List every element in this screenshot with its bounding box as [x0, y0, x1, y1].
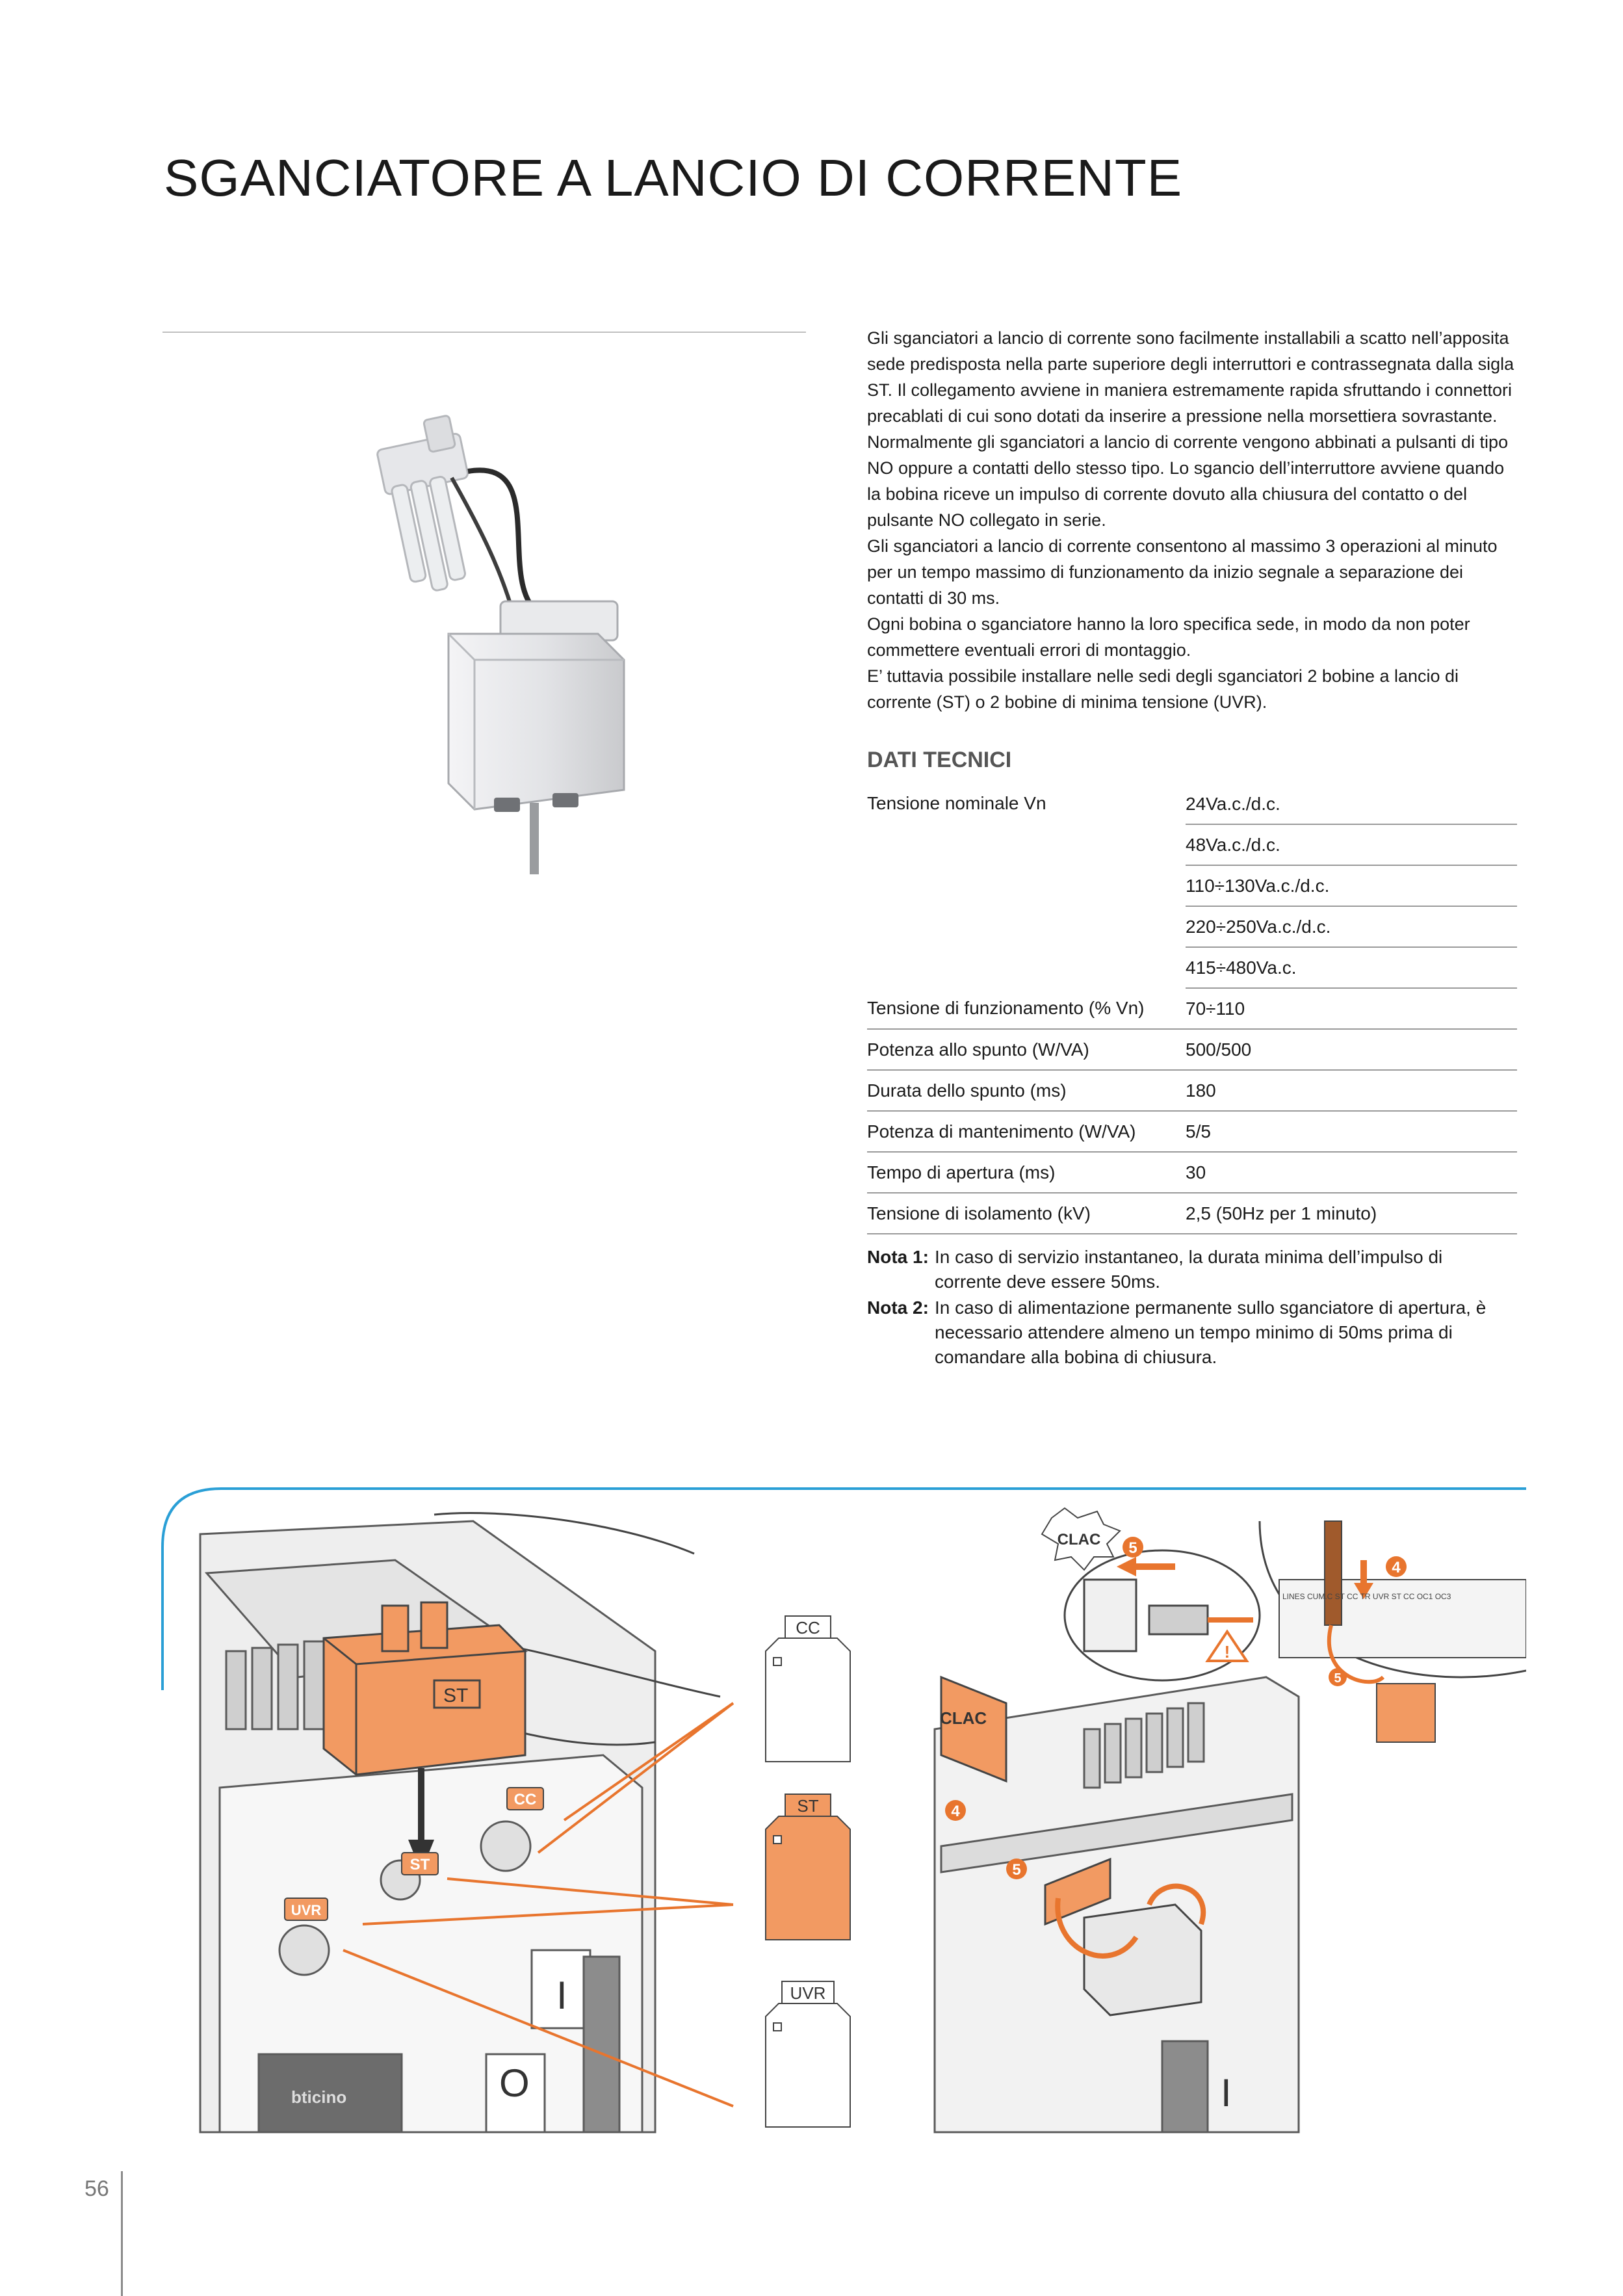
- intro-paragraph: Normalmente gli sganciatori a lancio di corrente vengono abbinati a pulsanti di tipo NO oppure a contatti dello stesso tipo. Lo sgancio dell’interruttore avviene quando la bobina riceve un impulso di corrente dovuto alla chiusura del contatto o del pulsante NO collegato in serie.: [867, 432, 1509, 530]
- svg-text:5: 5: [1128, 1539, 1137, 1557]
- table-row: [867, 1070, 1517, 1111]
- intro-text: [867, 325, 1517, 715]
- spec-label: Tensione nominale Vn: [867, 793, 1046, 813]
- table-row: [867, 1193, 1517, 1234]
- spec-label: Tensione di funzionamento (% Vn): [867, 988, 1186, 1029]
- svg-text:!: !: [1224, 1642, 1230, 1662]
- spec-value: 220÷250Va.c./d.c.: [1186, 906, 1517, 947]
- slot-tag-uvr: [285, 1898, 328, 1920]
- svg-text:CC: CC: [513, 1791, 537, 1808]
- spec-label: Tensione di isolamento (kV): [867, 1193, 1186, 1234]
- spec-value: 415÷480Va.c.: [1186, 947, 1517, 988]
- note-text: In caso di servizio instantaneo, la durata minima dell’impulso di corrente deve essere 50ms.: [935, 1247, 1443, 1292]
- intro-paragraph: E’ tuttavia possibile installare nelle sedi degli sganciatori 2 bobine a lancio di corrente (ST) o 2 bobine di minima tensione (UVR).: [867, 666, 1459, 712]
- slot-card-st: [766, 1794, 850, 1940]
- intro-paragraph: Ogni bobina o sganciatore hanno la loro specifica sede, in modo da non poter commettere eventuali errori di montaggio.: [867, 614, 1470, 660]
- spec-value: 70÷110: [1186, 988, 1517, 1029]
- step-badge-5: [1123, 1537, 1143, 1558]
- spec-label: Potenza di mantenimento (W/VA): [867, 1111, 1186, 1152]
- spec-label: Potenza allo spunto (W/VA): [867, 1029, 1186, 1070]
- shunt-trip-photo: [338, 400, 663, 894]
- svg-text:4: 4: [1392, 1559, 1401, 1576]
- switch-mark-on: I: [556, 1974, 567, 2017]
- step-badge-4-lower: [945, 1800, 966, 1821]
- table-row: [867, 1111, 1517, 1152]
- svg-text:4: 4: [951, 1803, 960, 1820]
- spec-value: 110÷130Va.c./d.c.: [1186, 865, 1517, 906]
- page-number-bar: [121, 2171, 123, 2296]
- slot-tag-st: [402, 1853, 438, 1875]
- note-1: [867, 1245, 1504, 1294]
- svg-text:ST: ST: [409, 1856, 430, 1873]
- svg-text:5: 5: [1012, 1861, 1021, 1879]
- svg-text:UVR: UVR: [790, 1983, 826, 2003]
- table-row: [867, 1152, 1517, 1193]
- table-row: [867, 988, 1517, 1029]
- spec-value: 48Va.c./d.c.: [1186, 824, 1517, 865]
- spec-label: Tempo di apertura (ms): [867, 1152, 1186, 1193]
- top-divider: [162, 332, 806, 333]
- brand-logo: bticino: [291, 2087, 347, 2107]
- terminal-labels: LINES CUM.C ST CC TR UVR ST CC OC1 OC3: [1282, 1592, 1451, 1601]
- spec-value: 180: [1186, 1070, 1517, 1111]
- spec-label: Durata dello spunto (ms): [867, 1070, 1186, 1111]
- note-label: Nota 1:: [867, 1247, 929, 1267]
- note-label: Nota 2:: [867, 1298, 929, 1318]
- slot-card-cc: [766, 1616, 850, 1762]
- step-badge-4: [1386, 1556, 1407, 1577]
- spec-value: 5/5: [1186, 1111, 1517, 1152]
- table-row: [867, 784, 1517, 824]
- technical-data-table: [867, 784, 1517, 1234]
- svg-text:ST: ST: [443, 1685, 469, 1706]
- clac-detail: [1065, 1550, 1260, 1680]
- note-2: [867, 1296, 1504, 1370]
- notes: [867, 1245, 1504, 1371]
- step-badge-5-lower: [1006, 1859, 1027, 1879]
- svg-text:5: 5: [1334, 1671, 1342, 1686]
- page-title: SGANCIATORE A LANCIO DI CORRENTE: [164, 149, 1183, 207]
- technical-data-heading: DATI TECNICI: [867, 748, 1012, 772]
- installation-illustration: [161, 1482, 1526, 2171]
- clac-label-lower: CLAC: [940, 1708, 987, 1728]
- intro-paragraph: Gli sganciatori a lancio di corrente consentono al massimo 3 operazioni al minuto per un tempo massimo di funzionamento da inizio segnale a separazione dei contatti di 30 ms.: [867, 536, 1498, 608]
- svg-text:UVR: UVR: [291, 1902, 322, 1918]
- spec-value: 24Va.c./d.c.: [1186, 784, 1517, 824]
- svg-text:CC: CC: [796, 1618, 820, 1637]
- table-row: [867, 1029, 1517, 1070]
- switch-mark-off: O: [499, 2061, 530, 2105]
- clac-label: CLAC: [1057, 1531, 1101, 1548]
- intro-paragraph: Gli sganciatori a lancio di corrente sono facilmente installabili a scatto nell’apposita sede predisposta nella parte superiore degli interruttori e contrassegnata dalla sigla ST. Il collegamento avviene in maniera estremamente rapida sfruttando i connettori precablati di cui sono dotati da inserire a pressione nella morsettiera sovrastante.: [867, 328, 1514, 426]
- slot-tag-cc: [507, 1788, 543, 1810]
- page-number: 56: [84, 2176, 109, 2201]
- note-text: In caso di alimentazione permanente sullo sganciatore di apertura, è necessario attendere almeno un tempo minimo di 50ms prima di comandare alla bobina di chiusura.: [935, 1298, 1487, 1367]
- spec-value: 500/500: [1186, 1029, 1517, 1070]
- spec-value: 30: [1186, 1152, 1517, 1193]
- switch-mark-on-right: I: [1221, 2071, 1232, 2115]
- svg-text:ST: ST: [797, 1796, 819, 1816]
- slot-card-uvr: [766, 1981, 850, 2127]
- spec-value: 2,5 (50Hz per 1 minuto): [1186, 1193, 1517, 1234]
